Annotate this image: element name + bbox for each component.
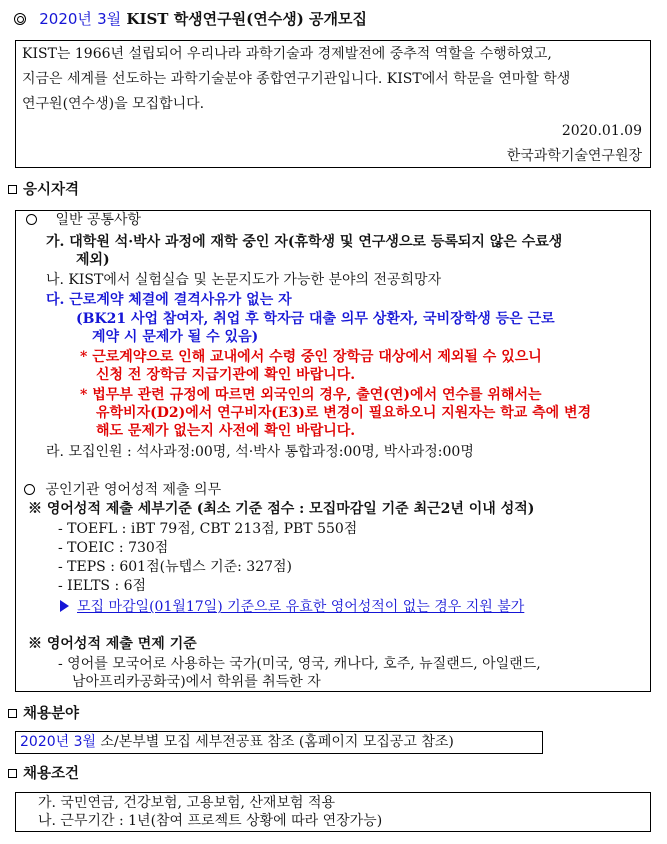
item-na: 나. KIST에서 실험실습 및 논문지도가 가능한 분야의 전공희망자 xyxy=(46,272,442,288)
circle-bullet-icon xyxy=(24,484,35,495)
note-visa: 유학비자(D2)에서 연구비자(E3)로 변경이 필요하오니 지원자는 학교 측에 변경 xyxy=(96,405,592,421)
condition-na: 나. 근무기간 : 1년(참여 프로젝트 상황에 따라 연장가능) xyxy=(38,813,383,829)
deadline-note: 모집 마감일(01월17일) 기준으로 유효한 영어성적이 없는 경우 지원 불가 xyxy=(60,598,524,616)
field-box xyxy=(15,731,543,754)
score-ielts: - IELTS : 6점 xyxy=(58,578,147,594)
score-teps: - TEPS : 601점(뉴텝스 기준: 327점) xyxy=(58,559,293,575)
double-circle-icon xyxy=(14,13,26,25)
field-text: 2020년 3월 소/본부별 모집 세부전공표 참조 (홈페이지 모집공고 참조) xyxy=(20,734,454,750)
exempt-line: 남아프리카공화국)에서 학위를 취득한 자 xyxy=(72,674,321,690)
section-heading-eligibility: 응시자격 xyxy=(8,181,79,199)
signature: 한국과학기술연구원장 xyxy=(506,148,642,164)
condition-ga: 가. 국민연금, 건강보험, 고용보험, 산재보험 적용 xyxy=(38,795,336,811)
intro-line: 연구원(연수생)을 모집합니다. xyxy=(22,96,205,112)
general-title: 일반 공통사항 xyxy=(26,211,141,229)
item-da: 다. 근로계약 체결에 결격사유가 없는 자 xyxy=(46,292,292,308)
note-visa: * 법무부 관련 규정에 따르면 외국인의 경우, 출연(연)에서 연수를 위해서는 xyxy=(80,387,542,403)
conditions-box xyxy=(15,792,651,832)
triangle-right-icon xyxy=(60,600,69,612)
item-da-sub: (BK21 사업 참여자, 취업 후 학자금 대출 의무 상환자, 국비장학생 등은 근로 xyxy=(76,311,555,327)
note-visa: 해도 문제가 없는지 사전에 확인 바랍니다. xyxy=(96,423,356,439)
english-title: 공인기관 영어성적 제출 의무 xyxy=(24,481,221,499)
exempt-title: ※ 영어성적 제출 면제 기준 xyxy=(28,636,197,652)
page-title: 2020년 3월 KIST 학생연구원(연수생) 공개모집 xyxy=(14,10,367,28)
item-ga-cont: 제외) xyxy=(76,252,110,268)
circle-bullet-icon xyxy=(26,214,37,225)
item-ga: 가. 대학원 석·박사 과정에 재학 중인 자(휴학생 및 연구생으로 등록되지 않은 수료생 xyxy=(46,234,563,250)
note-scholarship: 신청 전 장학금 지급기관에 확인 바랍니다. xyxy=(96,367,356,383)
item-ra: 라. 모집인원 : 석사과정:00명, 석·박사 통합과정:00명, 박사과정:00명 xyxy=(46,444,474,460)
intro-line: 지금은 세계를 선도하는 과학기술분야 종합연구기관입니다. KIST에서 학문을 연마할 학생 xyxy=(22,71,571,87)
section-heading-field: 채용분야 xyxy=(8,705,79,723)
score-toefl: - TOEFL : iBT 79점, CBT 213점, PBT 550점 xyxy=(58,521,358,537)
item-da-sub: 계약 시 문제가 될 수 있음) xyxy=(92,329,259,345)
english-criteria: ※ 영어성적 제출 세부기준 (최소 기준 점수 : 모집마감일 기준 최근2년 이내 성적) xyxy=(28,501,535,517)
note-scholarship: * 근로계약으로 인해 교내에서 수령 중인 장학금 대상에서 제외될 수 있으니 xyxy=(80,349,542,365)
square-bullet-icon xyxy=(8,709,17,718)
square-bullet-icon xyxy=(8,769,17,778)
square-bullet-icon xyxy=(8,185,17,194)
eligibility-box xyxy=(15,210,651,692)
score-toeic: - TOEIC : 730점 xyxy=(58,540,169,556)
announcement-date: 2020.01.09 xyxy=(561,123,642,139)
section-heading-conditions: 채용조건 xyxy=(8,765,79,783)
intro-line: KIST는 1966년 설립되어 우리나라 과학기술과 경제발전에 중추적 역할을 수행하였고, xyxy=(22,46,552,62)
intro-box xyxy=(15,40,651,168)
exempt-line: - 영어를 모국어로 사용하는 국가(미국, 영국, 캐나다, 호주, 뉴질랜드, 아일랜드, xyxy=(58,656,541,672)
